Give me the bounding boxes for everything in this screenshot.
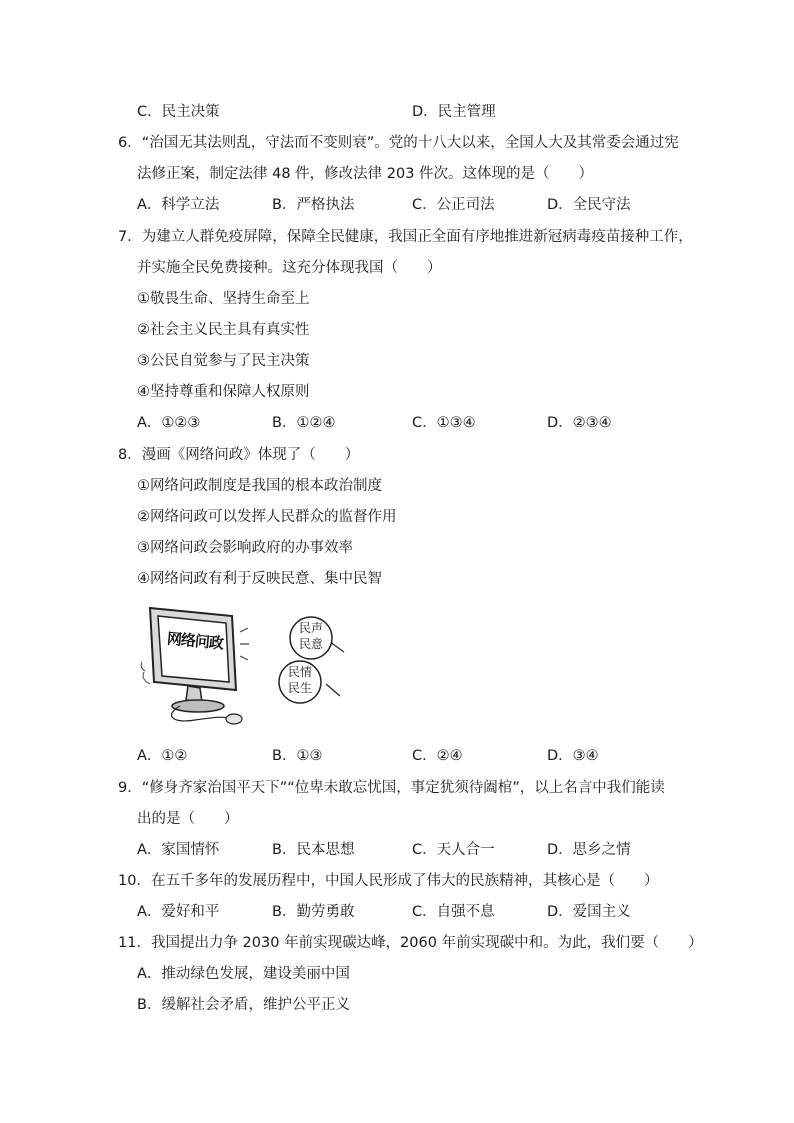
q11-stem-line1: 11．我国提出力争 2030 年前实现碳达峰，2060 年前实现碳中和。为此，我们要（ ）	[118, 935, 703, 951]
bubble2-text	[284, 664, 316, 696]
q8-option-b: B．①③	[272, 748, 323, 764]
q11-option-a: A．推动绿色发展，建设美丽中国	[137, 966, 350, 982]
bubble1-line1: 民声	[298, 621, 323, 635]
q7-item-2: ②社会主义民主具有真实性	[137, 322, 310, 338]
q8-stem-line1: 8．漫画《网络问政》体现了（ ）	[118, 447, 360, 463]
q9-option-a: A．家国情怀	[137, 842, 220, 858]
q6-option-a: A．科学立法	[137, 197, 220, 213]
bubble1-text	[295, 620, 327, 652]
q8-item-1: ①网络问政制度是我国的根本政治制度	[137, 478, 382, 494]
q8-item-3: ③网络问政会影响政府的办事效率	[137, 540, 353, 556]
q5-option-c: C．民主决策	[137, 104, 220, 120]
q9-option-c: C．天人合一	[412, 842, 495, 858]
q6-stem-line1: 6．“治国无其法则乱，守法而不变则衰”。党的十八大以来，全国人大及其常委会通过宪	[118, 135, 679, 151]
q6-option-d: D．全民守法	[547, 197, 631, 213]
q6-stem-line2: 法修正案，制定法律 48 件，修改法律 203 件次。这体现的是（ ）	[137, 166, 594, 182]
q7-option-c: C．①③④	[412, 415, 476, 431]
q7-item-4: ④坚持尊重和保障人权原则	[137, 384, 310, 400]
q8-item-2: ②网络问政可以发挥人民群众的监督作用	[137, 509, 397, 525]
q9-stem-line2: 出的是（ ）	[137, 811, 239, 827]
screen-title: 网络问政	[166, 629, 224, 653]
q5-option-d: D．民主管理	[412, 104, 496, 120]
q7-option-d: D．②③④	[547, 415, 612, 431]
q8-option-c: C．②④	[412, 748, 463, 764]
q8-option-a: A．①②	[137, 748, 188, 764]
cartoon-network-governance	[140, 602, 350, 730]
bubble1-line2: 民意	[298, 637, 323, 651]
q6-option-c: C．公正司法	[412, 197, 495, 213]
motion-lines-left	[141, 662, 150, 684]
q7-option-b: B．①②④	[272, 415, 336, 431]
bubble2-line2: 民生	[287, 681, 312, 695]
q11-option-b: B．缓解社会矛盾，维护公平正义	[137, 997, 350, 1013]
q7-stem-line1: 7．为建立人群免疫屏障，保障全民健康，我国正全面有序地推进新冠病毒疫苗接种工作，	[118, 229, 693, 245]
q10-option-b: B．勤劳勇敢	[272, 904, 355, 920]
q8-option-d: D．③④	[547, 748, 599, 764]
q10-option-c: C．自强不息	[412, 904, 495, 920]
q9-stem-line1: 9．“修身齐家治国平天下”“位卑未敢忘忧国，事定犹须待阖棺”，以上名言中我们能读	[118, 780, 665, 796]
bubble2-line1: 民情	[287, 665, 312, 679]
q7-option-a: A．①②③	[137, 415, 201, 431]
q10-option-a: A．爱好和平	[137, 904, 220, 920]
q7-item-3: ③公民自觉参与了民主决策	[137, 353, 310, 369]
q7-stem-line2: 并实施全民免费接种。这充分体现我国（ ）	[137, 260, 442, 276]
q9-option-b: B．民本思想	[272, 842, 355, 858]
motion-lines	[240, 628, 249, 660]
q10-option-d: D．爱国主义	[547, 904, 631, 920]
q10-stem-line1: 10．在五千多年的发展历程中，中国人民形成了伟大的民族精神，其核心是（ ）	[118, 873, 659, 889]
q7-item-1: ①敬畏生命、坚持生命至上	[137, 291, 310, 307]
q8-item-4: ④网络问政有利于反映民意、集中民智	[137, 571, 382, 587]
mouse-icon	[226, 714, 242, 724]
q9-option-d: D．思乡之情	[547, 842, 631, 858]
q6-option-b: B．严格执法	[272, 197, 355, 213]
